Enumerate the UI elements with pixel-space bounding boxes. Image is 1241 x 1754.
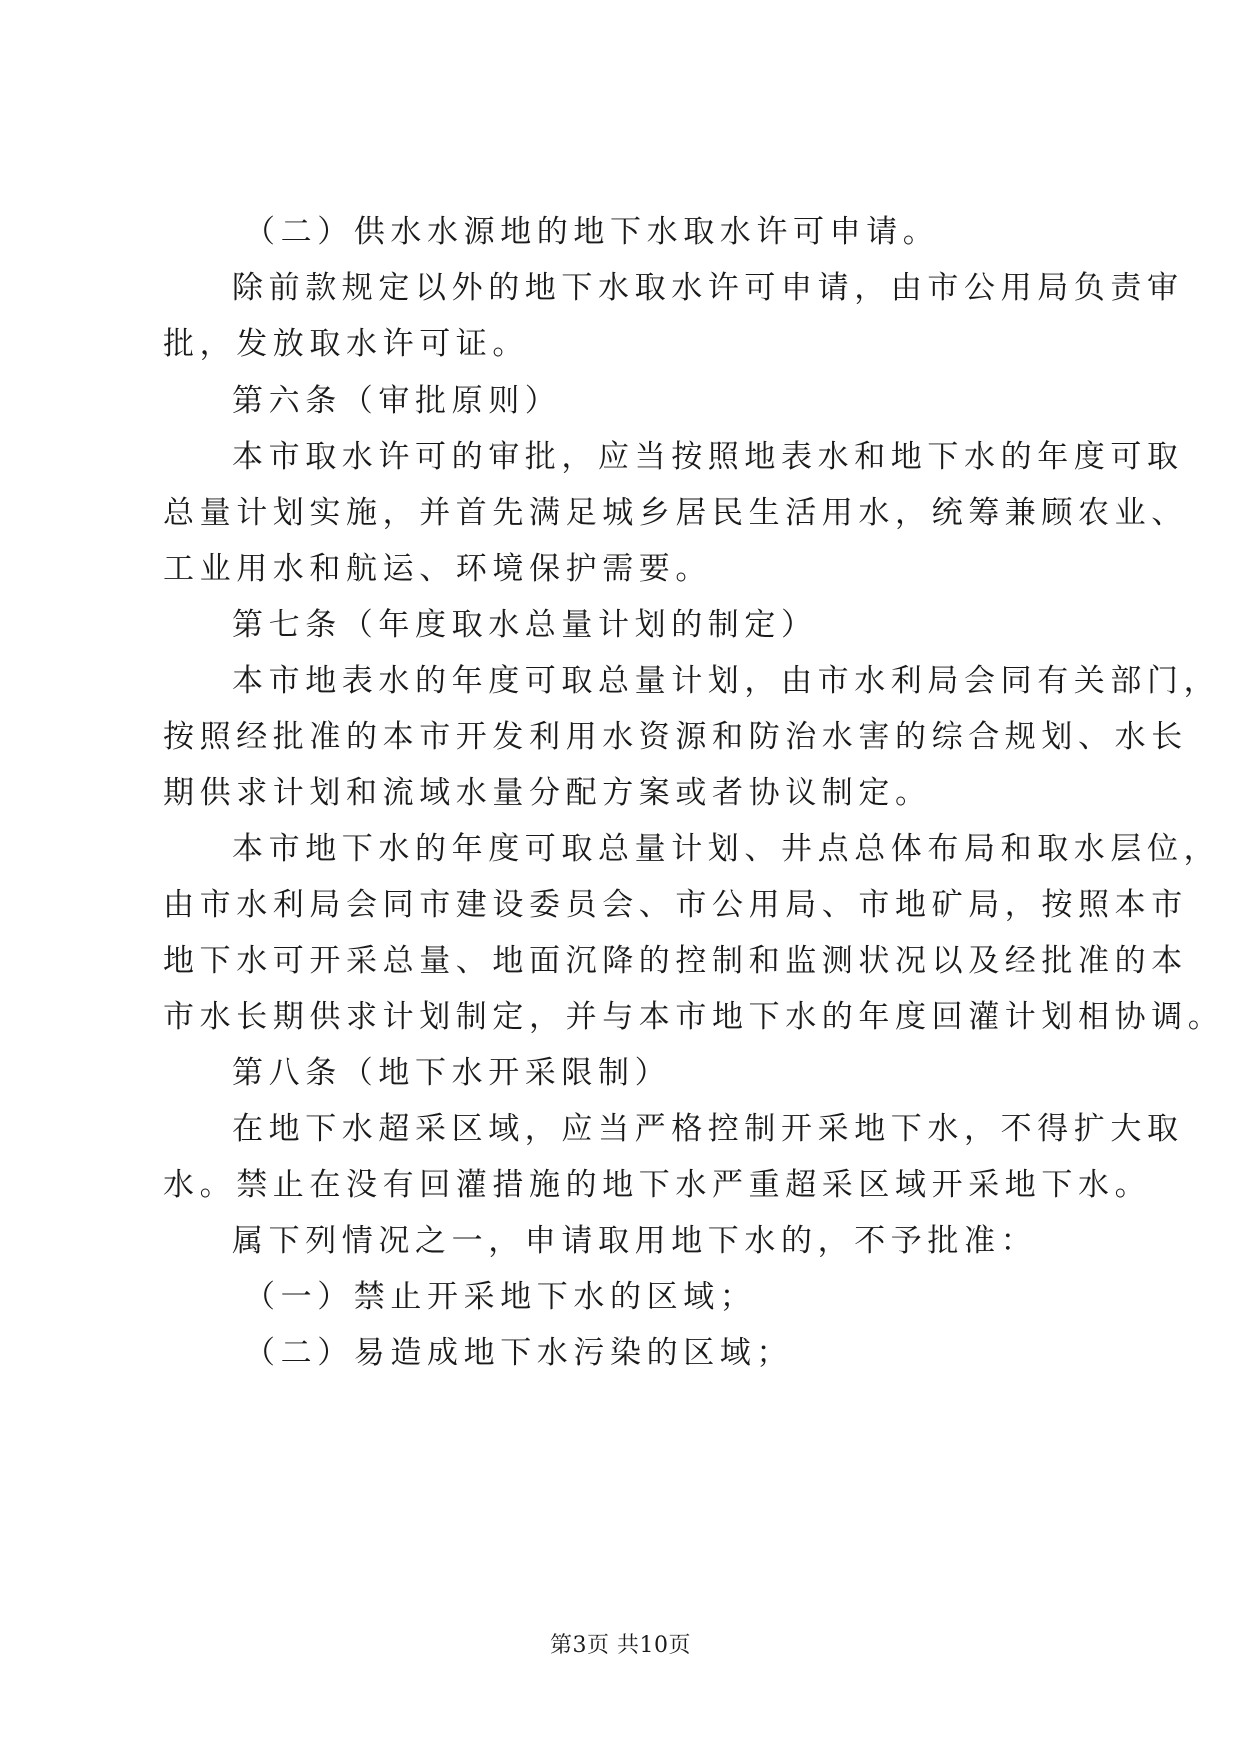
section-heading: 第六条（审批原则） xyxy=(232,383,562,419)
paragraph-line: 本市取水许可的审批，应当按照地表水和地下水的年度可取 xyxy=(232,439,1184,475)
paragraph-line: 除前款规定以外的地下水取水许可申请，由市公用局负责审 xyxy=(232,270,1184,306)
paragraph-line: 本市地下水的年度可取总量计划、井点总体布局和取水层位， xyxy=(232,831,1221,867)
paragraph-line: 总量计划实施，并首先满足城乡居民生活用水，统筹兼顾农业、 xyxy=(163,495,1188,531)
paragraph-line: 本市地表水的年度可取总量计划，由市水利局会同有关部门， xyxy=(232,663,1221,699)
paragraph-line: （二）供水水源地的地下水取水许可申请。 xyxy=(244,214,940,250)
section-heading: 第七条（年度取水总量计划的制定） xyxy=(232,607,818,643)
paragraph-line: 由市水利局会同市建设委员会、市公用局、市地矿局，按照本市 xyxy=(163,887,1188,923)
paragraph-line: 批，发放取水许可证。 xyxy=(163,326,529,362)
paragraph-line: 属下列情况之一，申请取用地下水的，不予批准： xyxy=(232,1223,1038,1259)
paragraph-line: 期供求计划和流域水量分配方案或者协议制定。 xyxy=(163,775,932,811)
paragraph-line: 按照经批准的本市开发利用水资源和防治水害的综合规划、水长 xyxy=(163,719,1188,755)
paragraph-line: 在地下水超采区域，应当严格控制开采地下水，不得扩大取 xyxy=(232,1111,1184,1147)
paragraph-line: 地下水可开采总量、地面沉降的控制和监测状况以及经批准的本 xyxy=(163,943,1188,979)
paragraph-line: 市水长期供求计划制定，并与本市地下水的年度回灌计划相协调。 xyxy=(163,999,1225,1035)
paragraph-line: 工业用水和航运、环境保护需要。 xyxy=(163,551,712,587)
section-heading: 第八条（地下水开采限制） xyxy=(232,1055,672,1091)
paragraph-line: 水。禁止在没有回灌措施的地下水严重超采区域开采地下水。 xyxy=(163,1167,1152,1203)
page-number-footer: 第3页 共10页 xyxy=(550,1633,691,1658)
list-item: （一）禁止开采地下水的区域； xyxy=(244,1279,757,1315)
list-item: （二）易造成地下水污染的区域； xyxy=(244,1335,793,1371)
